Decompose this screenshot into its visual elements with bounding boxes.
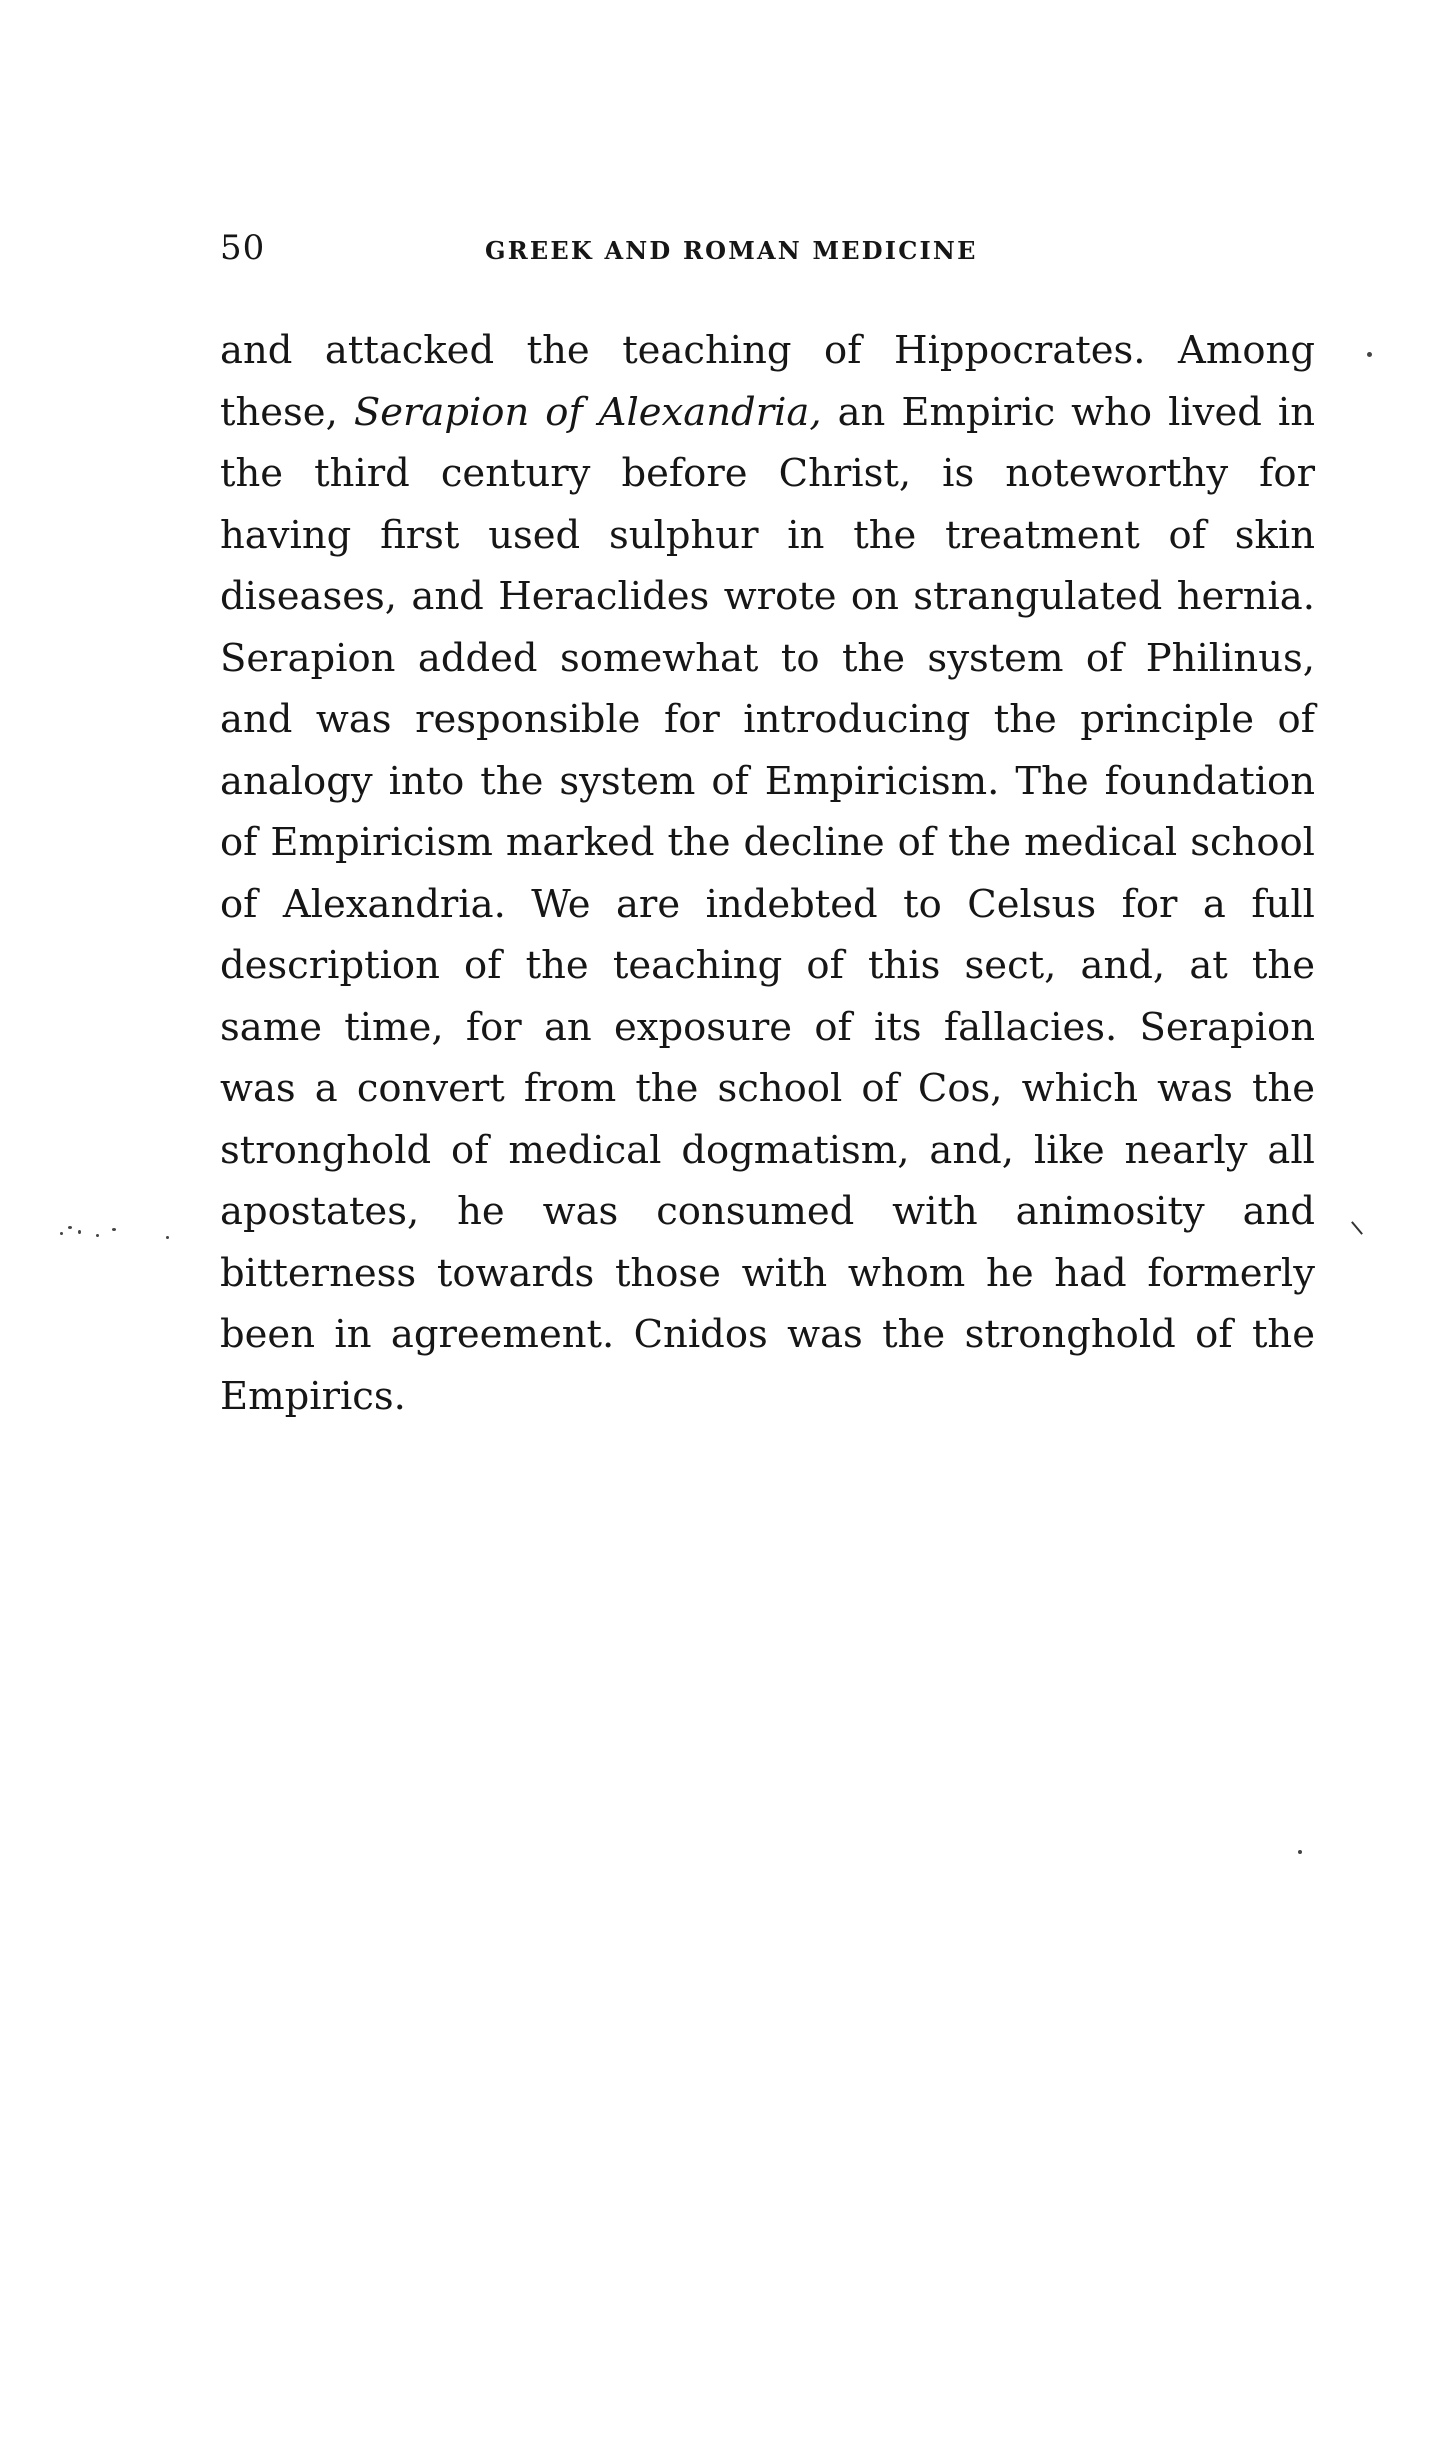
scan-speck — [60, 1232, 63, 1235]
scan-speck — [166, 1236, 169, 1239]
paragraph-text-start: and attacked the teaching of Hippocrates. Among these, — [220, 328, 1315, 435]
italic-name: Serapion of Alexandria, — [353, 389, 822, 435]
scan-speck — [1298, 1850, 1302, 1854]
scan-speck — [1367, 352, 1372, 357]
running-title: GREEK AND ROMAN MEDICINE — [485, 236, 978, 265]
body-paragraph — [220, 320, 1315, 1427]
scan-speck — [68, 1226, 72, 1229]
scan-speck — [112, 1228, 116, 1231]
scan-speck — [78, 1230, 81, 1234]
scan-speck — [96, 1234, 99, 1237]
page-header — [220, 228, 1320, 278]
scan-mark — [1351, 1221, 1363, 1235]
paragraph-text-rest: an Empiric who lived in the third century before Christ, is noteworthy for having first used sulphur in the treatment of skin diseases, and Heraclides wrote on strangulated hernia. Serapion added somewhat to the system of Philinus, and was responsible for introducing the principle of analogy into the system of Empiricism. The foundation of Empiricism marked the decline of the medical school of Alexandria. We are indebted to Celsus for a full description of the teaching of this sect, and, at the same time, for an exposure of its fallacies. Serapion was a convert from the school of Cos, which was the stronghold of medical dogmatism, and, like nearly all apostates, he was consumed with animosity and bitterness towards those with whom he had formerly been in agreement. Cnidos was the stronghold of the Empirics. — [220, 389, 1315, 1419]
page-number: 50 — [220, 228, 266, 268]
